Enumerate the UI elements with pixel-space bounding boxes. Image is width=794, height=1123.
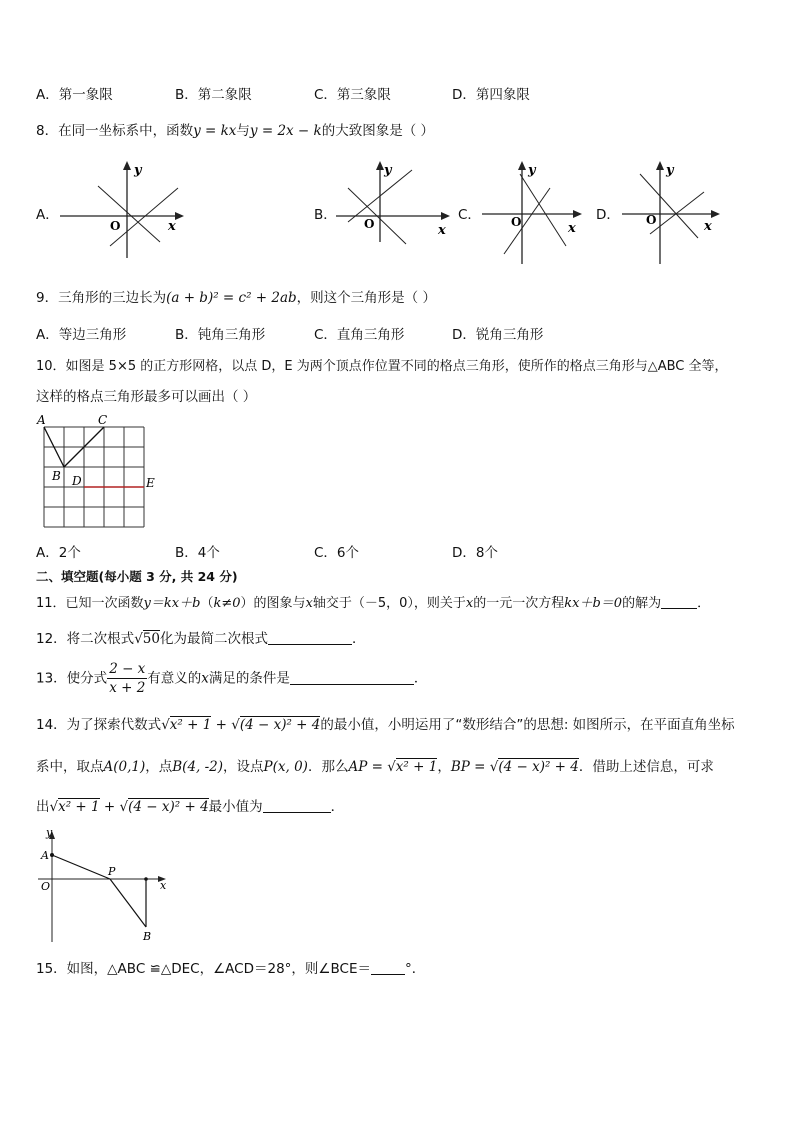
grid-label-d: D [72, 474, 82, 488]
q14-line3: 出√x² + 1 + √(4 − x)² + 4最小值为 ． [36, 799, 345, 815]
q9-option-a: A．等边三角形 [36, 327, 127, 343]
q8-label-a: A． [36, 207, 59, 223]
origin-label: O [110, 219, 121, 233]
q12-answer-blank[interactable] [268, 630, 352, 645]
fig-p-label: P [108, 865, 116, 878]
axis-x-label: x [438, 223, 446, 238]
q14-answer-blank[interactable] [263, 798, 331, 813]
axis-y-label: y [666, 163, 674, 178]
q15-answer-blank[interactable] [371, 960, 405, 975]
axis-y-label: y [134, 163, 142, 178]
q10-line2: 这样的格点三角形最多可以画出（ ） [36, 389, 257, 405]
origin-label: O [646, 213, 657, 227]
q10-option-a: A．2个 [36, 545, 81, 561]
fig-y-label: y [46, 826, 53, 839]
q7-option-b: B．第二象限 [175, 87, 252, 103]
q13-question: 13．使分式 $\frac{2 - x}{x + 2}$ 有意义的x满足的条件是 ． [36, 661, 428, 696]
q8-graph-d [620, 158, 730, 266]
q8-graph-a [60, 158, 190, 260]
q9-option-c: C．直角三角形 [314, 327, 405, 343]
fig-x-label: x [160, 879, 167, 892]
grid-label-c: C [98, 413, 108, 427]
q14-line2: 系中，取点A(0,1)，点B(4, -2)，设点P(x, 0)．那么AP = √x² + 1，BP = √(4 − x)² + 4．借助上述信息，可求 [36, 759, 714, 775]
q8-question: 8．在同一坐标系中，函数y = kx与y = 2x − k的大致图象是（ ） [36, 123, 435, 139]
axis-x-label: x [704, 219, 712, 234]
q8-graph-b [336, 158, 456, 246]
q13-answer-blank[interactable] [290, 670, 414, 685]
fig-a-label: A [41, 849, 49, 862]
axis-y-label: y [384, 163, 392, 178]
section-heading: 二、填空题(每小题 3 分, 共 24 分) [36, 569, 238, 584]
grid-label-a: A [37, 413, 46, 427]
q7-option-c: C．第三象限 [314, 87, 391, 103]
grid-label-b: B [52, 469, 61, 483]
q8-graph-c [480, 158, 590, 266]
q13-fraction: $\frac{2 - x}{x + 2}$ [109, 661, 146, 696]
grid-label-e: E [146, 476, 155, 490]
q12-question: 12．将二次根式√50化为最简二次根式 ． [36, 631, 366, 647]
q14-coordinate-figure [36, 826, 176, 944]
q10-option-d: D．8个 [452, 545, 498, 561]
origin-label: O [364, 217, 375, 231]
axis-x-label: x [168, 219, 176, 234]
q7-option-d: D．第四象限 [452, 87, 530, 103]
q9-option-b: B．钝角三角形 [175, 327, 266, 343]
q15-question: 15．如图，△ABC ≌△DEC，∠ACD＝28°，则∠BCE＝ °． [36, 961, 426, 977]
q8-label-c: C． [458, 207, 481, 223]
axis-x-label: x [568, 221, 576, 236]
q9-option-d: D．锐角三角形 [452, 327, 544, 343]
fig-o-label: O [41, 880, 51, 893]
q11-question: 11．已知一次函数y＝kx＋b（k≠0）的图象与x轴交于（－5，0），则关于x的一元一次方程kx＋b＝0的解为 ． [36, 596, 711, 611]
origin-label: O [511, 215, 522, 229]
q10-option-b: B．4个 [175, 545, 220, 561]
q7-option-a: A．第一象限 [36, 87, 113, 103]
fig-b-label: B [143, 930, 152, 943]
q8-label-d: D． [596, 207, 620, 223]
q10-option-c: C．6个 [314, 545, 360, 561]
q11-answer-blank[interactable] [661, 594, 697, 609]
q9-question: 9．三角形的三边长为(a + b)² = c² + 2ab，则这个三角形是（ ） [36, 290, 436, 306]
q10-line1: 10．如图是 5×5 的正方形网格，以点 D，E 为两个顶点作位置不同的格点三角形，使所作的格点三角形与△ABC 全等， [36, 359, 728, 374]
axis-y-label: y [528, 163, 536, 178]
q14-line1: 14．为了探索代数式√x² + 1 + √(4 − x)² + 4的最小值，小明运用了“数形结合”的思想: 如图所示，在平面直角坐标 [36, 717, 735, 733]
q8-label-b: B． [314, 207, 337, 223]
q10-grid-figure [36, 412, 160, 530]
